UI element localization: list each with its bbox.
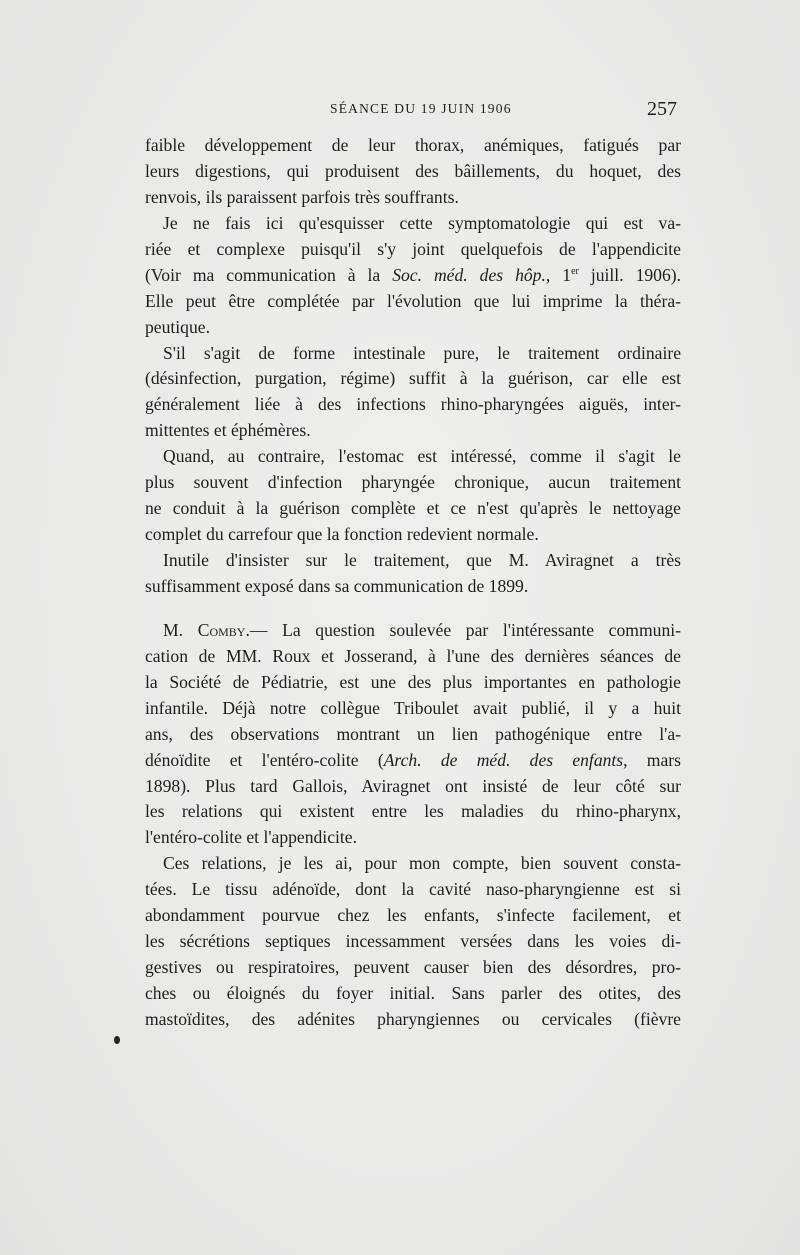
text-span: mittentes et éphémères. [145, 420, 311, 441]
text-line [145, 289, 681, 315]
text-span: Comby [197, 619, 246, 640]
text-span: leurs digestions, qui produisent des bâillements, du hoquet, des [145, 160, 681, 181]
text-span: (désinfection, purgation, régime) suffit à la guérison, car elle est [145, 368, 681, 389]
text-span: généralement liée à des infections rhino-pharyngées aiguës, inter- [145, 394, 681, 415]
text-line [145, 263, 681, 289]
text-line [145, 981, 681, 1007]
text-span: , mars [623, 749, 681, 770]
text-line [145, 470, 681, 496]
text-span: tées. Le tissu adénoïde, dont la cavité naso-pharyngienne est si [145, 879, 681, 900]
text-span: peutique. [145, 316, 210, 337]
text-span: , 1 [545, 264, 572, 285]
text-span: (Voir ma communication à la [145, 264, 393, 285]
text-line [145, 133, 681, 159]
text-span: mastoïdites, des adénites pharyngiennes ou cervicales (fièvre [145, 1008, 681, 1029]
text-line [145, 748, 681, 774]
text-line [145, 696, 681, 722]
text-span: riée et complexe puisqu'il s'y joint quelquefois de l'appendicite [145, 238, 681, 259]
page-number: 257 [647, 98, 677, 120]
body-text [145, 133, 681, 1033]
text-line [145, 774, 681, 800]
text-span: Ces relations, je les ai, pour mon compte, bien souvent consta- [163, 853, 681, 874]
text-span: ne conduit à la guérison complète et ce n'est qu'après le nettoyage [145, 498, 681, 519]
margin-mark [114, 1036, 120, 1044]
text-span: suffisamment exposé dans sa communication de 1899. [145, 575, 529, 596]
text-span: la Société de Pédiatrie, est une des plus importantes en pathologie [145, 671, 681, 692]
text-span: faible développement de leur thorax, anémiques, fatigués par [145, 135, 681, 155]
text-line [145, 670, 681, 696]
text-span: Inutile d'insister sur le traitement, que M. Aviragnet a très [163, 550, 681, 570]
text-line [145, 877, 681, 903]
text-line [145, 903, 681, 929]
text-line [145, 159, 681, 185]
text-span: 1898). Plus tard Gallois, Aviragnet ont insisté de leur côté sur [145, 775, 681, 796]
text-span: ches ou éloignés du foyer initial. Sans parler des otites, des [145, 983, 681, 1003]
text-span: cation de MM. Roux et Josserand, à l'une des dernières séances de [145, 645, 681, 666]
text-span: plus souvent d'infection pharyngée chronique, aucun traitement [145, 472, 681, 493]
text-span: Je ne fais ici qu'esquisser cette symptomatologie qui est va- [163, 212, 681, 233]
text-line [145, 237, 681, 263]
text-line [145, 418, 681, 444]
text-line [145, 955, 681, 981]
text-span: gestives ou respiratoires, peuvent causer bien des désordres, pro- [145, 957, 681, 978]
text-line [145, 929, 681, 955]
text-span: Soc. méd. des hôp. [392, 264, 546, 285]
text-line [145, 392, 681, 418]
text-line [145, 366, 681, 392]
text-line [145, 211, 681, 237]
text-span: complet du carrefour que la fonction redevient normale. [145, 524, 539, 545]
text-line [145, 548, 681, 574]
text-line [145, 825, 681, 851]
text-line [145, 851, 681, 877]
text-line [145, 185, 681, 211]
text-span: Elle peut être complétée par l'évolution que lui imprime la théra- [145, 290, 681, 311]
text-line [145, 574, 681, 600]
text-line [145, 618, 681, 644]
text-line [145, 315, 681, 341]
text-line [145, 444, 681, 470]
text-span: abondamment pourvue chez les enfants, s'infecte facilement, et [145, 905, 681, 926]
running-header: SÉANCE DU 19 JUIN 1906 [330, 101, 512, 116]
text-line [145, 522, 681, 548]
text-span: infantile. Déjà notre collègue Triboulet avait publié, il y a huit [145, 697, 681, 718]
text-span: juill. 1906). [578, 264, 682, 285]
text-span: M. [163, 619, 198, 640]
text-span: .— La question soulevée par l'intéressante communi- [245, 619, 681, 640]
text-line [145, 496, 681, 522]
text-span: er [571, 265, 579, 277]
text-span: renvois, ils paraissent parfois très souffrants. [145, 186, 459, 207]
text-span: dénoïdite et l'entéro-colite ( [145, 749, 384, 770]
text-line [145, 799, 681, 825]
text-span: les sécrétions septiques incessamment versées dans les voies di- [145, 931, 681, 952]
text-line [145, 722, 681, 748]
text-span: Quand, au contraire, l'estomac est intéressé, comme il s'agit le [163, 446, 681, 467]
text-line [145, 341, 681, 367]
text-span: l'entéro-colite et l'appendicite. [145, 827, 357, 848]
text-line [145, 644, 681, 670]
text-span: ans, des observations montrant un lien pathogénique entre l'a- [145, 723, 681, 744]
text-span: S'il s'agit de forme intestinale pure, le traitement ordinaire [163, 342, 681, 363]
text-span: les relations qui existent entre les maladies du rhino-pharynx, [145, 801, 681, 822]
text-span: Arch. de méd. des enfants [383, 749, 624, 770]
text-line [145, 1007, 681, 1033]
